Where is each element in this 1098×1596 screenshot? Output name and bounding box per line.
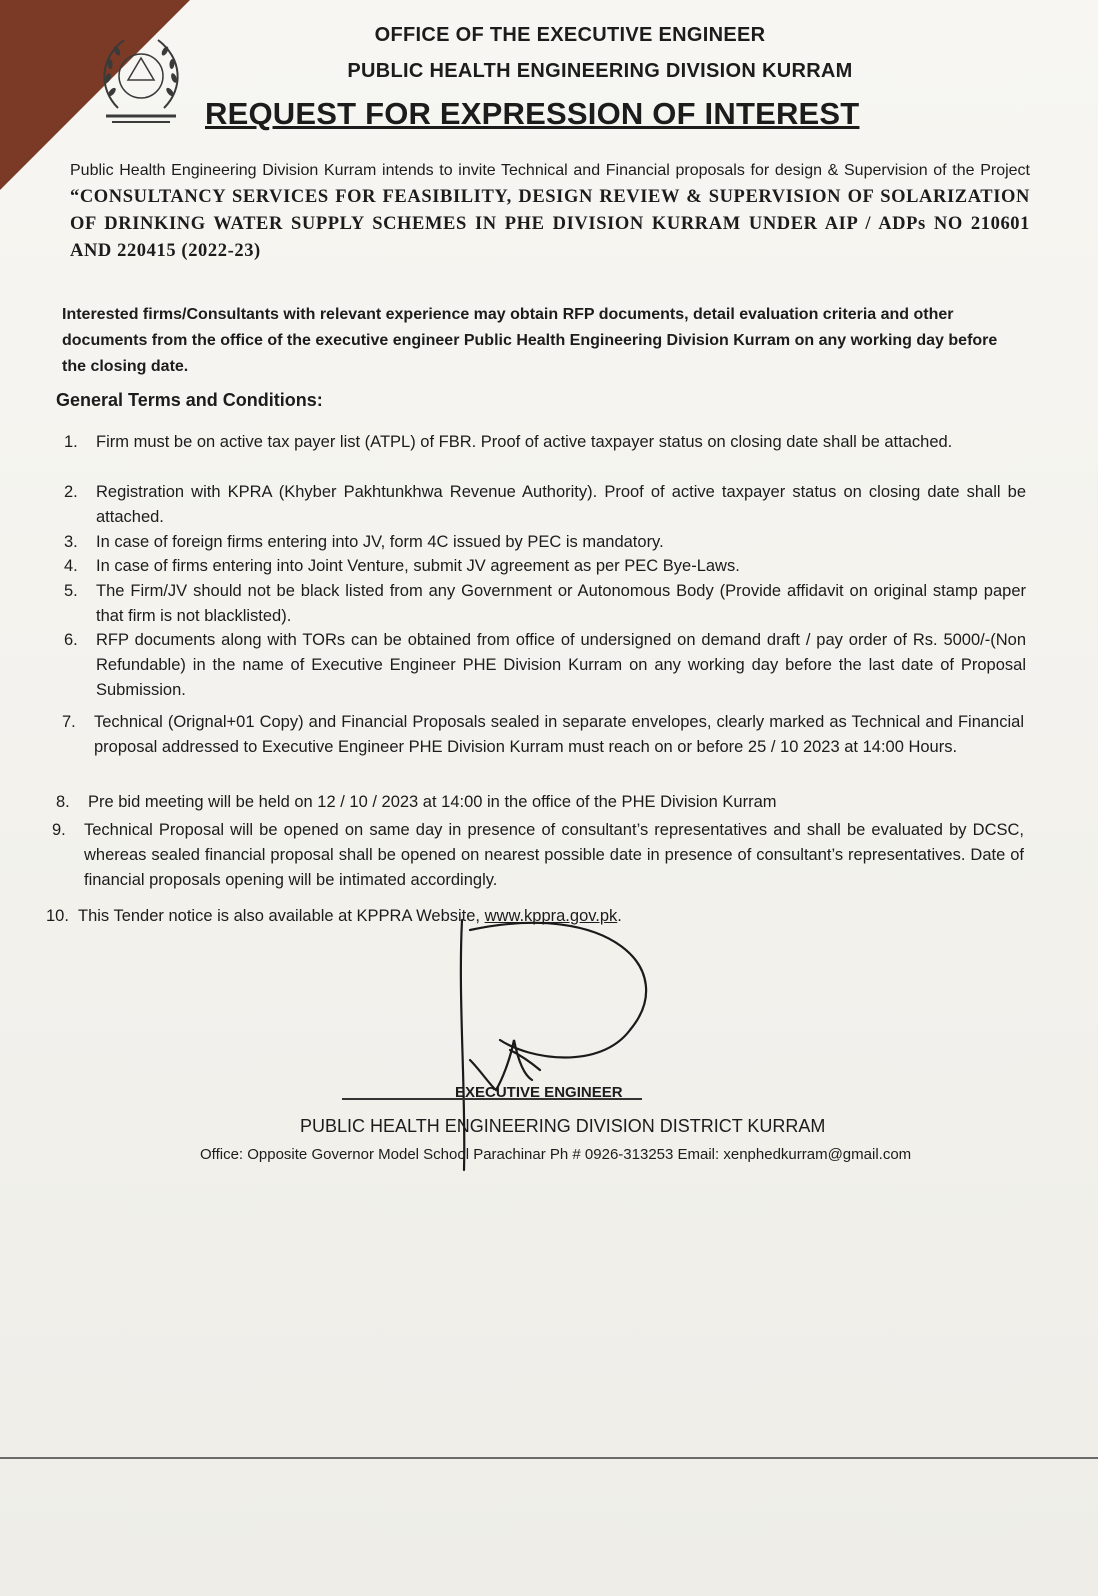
list-item <box>64 530 1026 555</box>
term-text: The Firm/JV should not be black listed from any Government or Autonomous Body (Provide affidavit on original stamp paper that firm is not blacklisted). <box>96 582 1026 625</box>
project-title: “CONSULTANCY SERVICES FOR FEASIBILITY, DESIGN REVIEW & SUPERVISION OF SOLARIZATION OF DRINKING WATER SUPPLY SCHEMES IN PHE DIVISION KURRAM UNDER AIP / ADPs NO 210601 AND 220415 (2022-23) <box>70 187 1030 261</box>
term-text: Firm must be on active tax payer list (ATPL) of FBR. Proof of active taxpayer status on closing date shall be attached. <box>96 433 953 451</box>
term-text-tail: . <box>617 907 622 925</box>
term-text: In case of firms entering into Joint Venture, submit JV agreement as per PEC Bye-Laws. <box>96 557 740 575</box>
list-item <box>64 628 1026 703</box>
term-number: 2. <box>64 483 78 501</box>
intro-lead: Public Health Engineering Division Kurram intends to invite Technical and Financial proposals for design & Supervision of the Project <box>70 162 1030 179</box>
availability-paragraph: Interested firms/Consultants with relevant experience may obtain RFP documents, detail evaluation criteria and other documents from the office of the executive engineer Public Health Engineering Division Kurram on any working day before the closing date. <box>62 306 998 375</box>
term-text: Technical (Orignal+01 Copy) and Financial Proposals sealed in separate envelopes, clearly marked as Technical and Financial proposal addressed to Executive Engineer PHE Division Kurram must reach on or before 25 / 10 2023 at 14:00 Hours. <box>94 713 1024 756</box>
signer-designation: EXECUTIVE ENGINEER <box>455 1084 623 1101</box>
page-bottom-rule <box>0 1457 1098 1459</box>
office-heading: OFFICE OF THE EXECUTIVE ENGINEER <box>374 24 766 46</box>
list-item <box>64 430 1026 455</box>
term-text: In case of foreign firms entering into JV, form 4C issued by PEC is mandatory. <box>96 533 664 551</box>
term-number: 6. <box>64 631 78 649</box>
list-item <box>64 579 1026 629</box>
term-text: RFP documents along with TORs can be obtained from office of undersigned on demand draft / pay order of Rs. 5000/-(Non Refundable) in the name of Executive Engineer PHE Division Kurram on any working day before the last date of Proposal Submission. <box>96 631 1026 699</box>
document-title: REQUEST FOR EXPRESSION OF INTEREST <box>205 96 860 131</box>
term-number: 10. <box>46 907 69 925</box>
term-text: Registration with KPRA (Khyber Pakhtunkhwa Revenue Authority). Proof of active taxpayer status on closing date shall be attached. <box>96 483 1026 526</box>
kppra-website-link[interactable]: www.kppra.gov.pk <box>484 907 618 925</box>
government-emblem-icon <box>88 28 194 132</box>
term-number: 5. <box>64 582 78 600</box>
list-item <box>62 710 1024 760</box>
term-number: 7. <box>62 713 76 731</box>
term-text-lead: This Tender notice is also available at KPPRA Website, <box>78 907 485 925</box>
term-number: 9. <box>52 821 66 839</box>
term-number: 3. <box>64 533 78 551</box>
list-item <box>64 480 1026 530</box>
list-item <box>52 818 1024 893</box>
term-number: 4. <box>64 557 78 575</box>
list-item <box>56 790 1024 815</box>
office-contact: Office: Opposite Governor Model School Parachinar Ph # 0926-313253 Email: xenphedkurram@gmail.com <box>200 1146 912 1163</box>
intro-paragraph <box>70 158 1030 265</box>
signer-department: PUBLIC HEALTH ENGINEERING DIVISION DISTRICT KURRAM <box>300 1116 826 1136</box>
term-number: 8. <box>56 793 70 811</box>
list-item <box>64 554 1026 579</box>
term-number: 1. <box>64 433 78 451</box>
terms-heading: General Terms and Conditions: <box>56 390 323 410</box>
term-text: Technical Proposal will be opened on same day in presence of consultant’s representatives and shall be evaluated by DCSC, whereas sealed financial proposal shall be opened on nearest possible date in presence of consultant’s representatives. Date of financial proposals opening will be intimated accordingly. <box>84 821 1024 889</box>
division-heading: PUBLIC HEALTH ENGINEERING DIVISION KURRAM <box>347 60 853 82</box>
term-text: Pre bid meeting will be held on 12 / 10 / 2023 at 14:00 in the office of the PHE Division Kurram <box>88 793 777 811</box>
